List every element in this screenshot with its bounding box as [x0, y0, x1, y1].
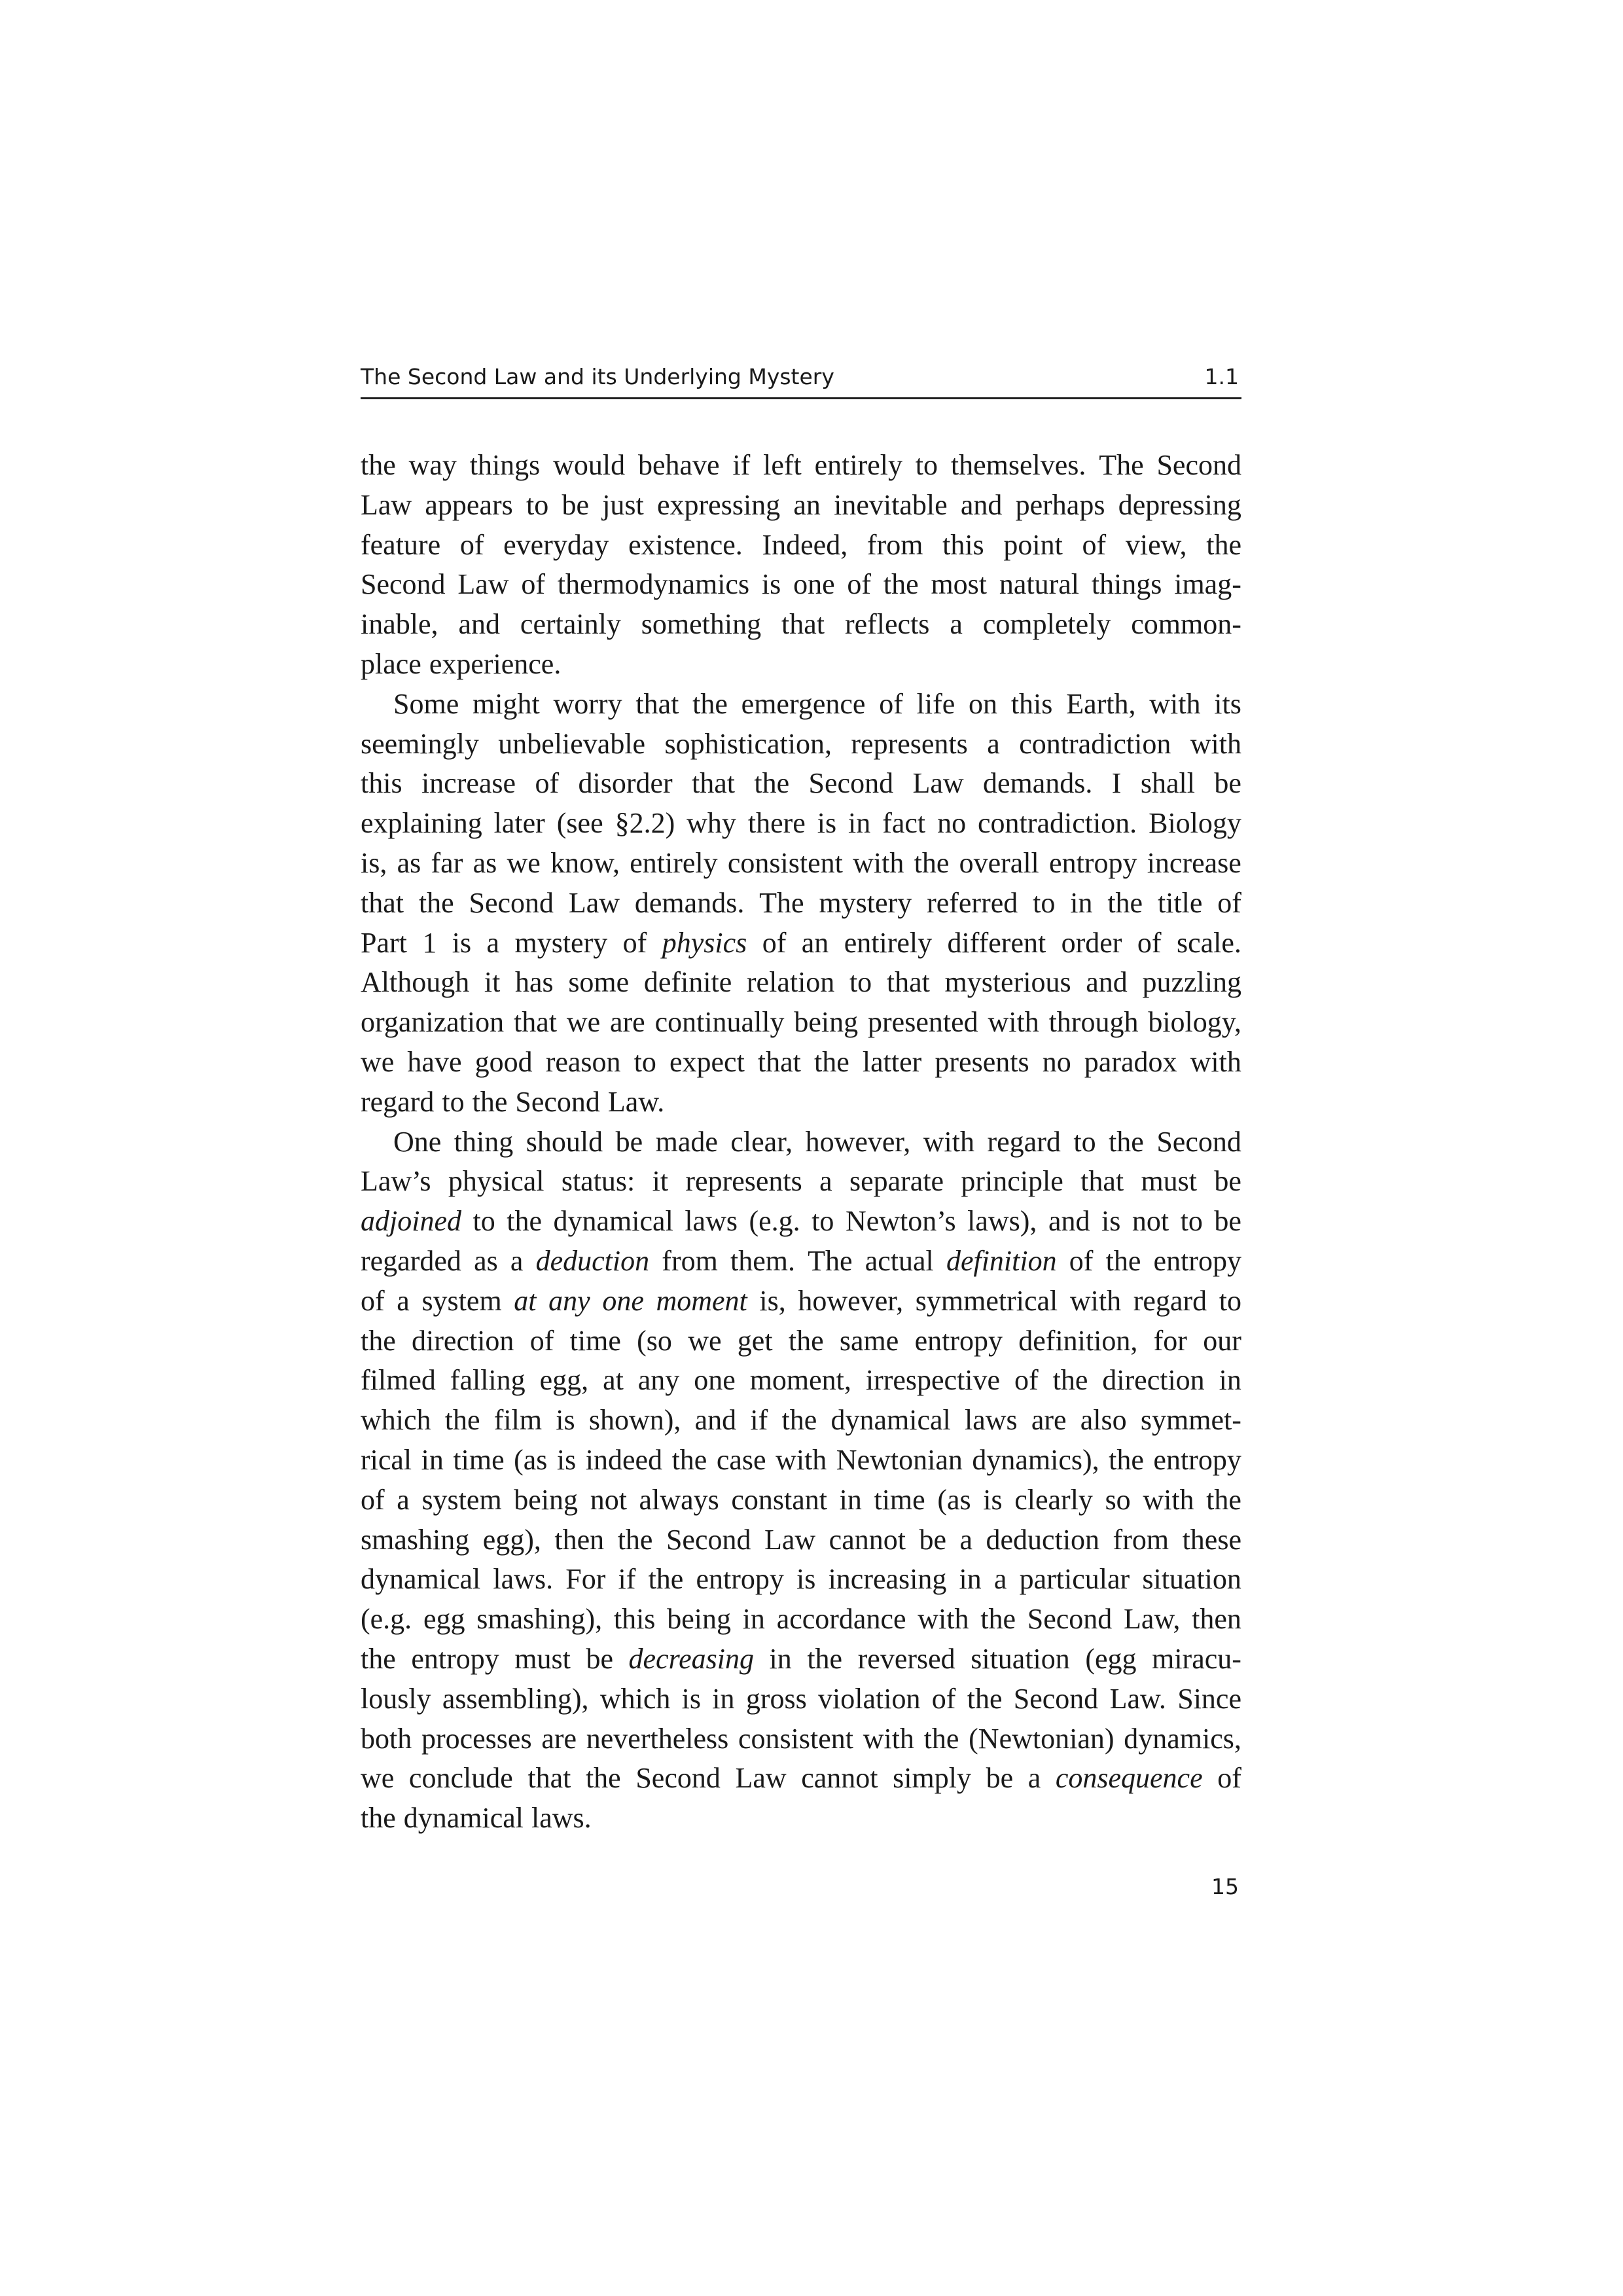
- text-line: Law’s physical status: it represents a separate principle that must be: [361, 1165, 1241, 1198]
- paragraph: [361, 1122, 1241, 1839]
- text-line: Some might worry that the emergence of life on this Earth, with its: [393, 687, 1241, 720]
- text-line: seemingly unbelievable sophistication, represents a contradiction with: [361, 727, 1241, 760]
- paragraph: [361, 446, 1241, 685]
- text-line: (e.g. egg smashing), this being in accordance with the Second Law, then: [361, 1603, 1241, 1636]
- text-line: rical in time (as is indeed the case with Newtonian dynamics), the entropy: [361, 1443, 1241, 1476]
- body-text: [361, 446, 1241, 1839]
- text-line: of a system at any one moment is, however, symmetrical with regard to: [361, 1284, 1241, 1317]
- text-line: explaining later (see §2.2) why there is in fact no contradiction. Biology: [361, 807, 1241, 840]
- running-head-title: The Second Law and its Underlying Mystery: [361, 364, 834, 389]
- text-line: which the film is shown), and if the dynamical laws are also symmet-: [361, 1404, 1241, 1437]
- text-line: Although it has some definite relation to that mysterious and puzzling: [361, 966, 1241, 999]
- text-line: lously assembling), which is in gross violation of the Second Law. Since: [361, 1682, 1241, 1715]
- text-line: we have good reason to expect that the latter presents no paradox with: [361, 1045, 1241, 1078]
- text-line: Second Law of thermodynamics is one of the most natural things imag-: [361, 568, 1241, 601]
- text-line: filmed falling egg, at any one moment, irrespective of the direction in: [361, 1364, 1241, 1397]
- text-line: smashing egg), then the Second Law cannot be a deduction from these: [361, 1523, 1241, 1556]
- text-line: One thing should be made clear, however, with regard to the Second: [393, 1125, 1241, 1158]
- text-line: Part 1 is a mystery of physics of an entirely different order of scale.: [361, 926, 1241, 959]
- text-line: organization that we are continually being presented with through biology,: [361, 1006, 1241, 1039]
- running-head-section-number: 1.1: [1204, 364, 1239, 389]
- text-line: the direction of time (so we get the same entropy definition, for our: [361, 1324, 1241, 1357]
- book-page: [361, 357, 1241, 1928]
- text-line: is, as far as we know, entirely consistent with the overall entropy increase: [361, 846, 1241, 879]
- text-line: Law appears to be just expressing an inevitable and perhaps depressing: [361, 488, 1241, 521]
- text-line: this increase of disorder that the Second Law demands. I shall be: [361, 767, 1241, 800]
- text-line: the way things would behave if left entirely to themselves. The Second: [361, 449, 1241, 481]
- text-line: the dynamical laws.: [361, 1802, 592, 1835]
- text-line: that the Second Law demands. The mystery referred to in the title of: [361, 886, 1241, 919]
- text-line: both processes are nevertheless consistent with the (Newtonian) dynamics,: [361, 1722, 1241, 1755]
- text-line: of a system being not always constant in time (as is clearly so with the: [361, 1483, 1241, 1516]
- text-line: regard to the Second Law.: [361, 1085, 665, 1118]
- text-line: the entropy must be decreasing in the reversed situation (egg miracu-: [361, 1642, 1241, 1675]
- text-line: adjoined to the dynamical laws (e.g. to Newton’s laws), and is not to be: [361, 1205, 1241, 1238]
- text-line: place experience.: [361, 647, 562, 680]
- text-line: regarded as a deduction from them. The actual definition of the entropy: [361, 1244, 1241, 1277]
- page-number: 15: [1211, 1874, 1239, 1899]
- text-line: inable, and certainly something that reflects a completely common-: [361, 608, 1241, 641]
- paragraph: [361, 685, 1241, 1122]
- running-head: [361, 357, 1241, 399]
- text-line: we conclude that the Second Law cannot simply be a consequence of: [361, 1762, 1241, 1795]
- text-line: feature of everyday existence. Indeed, from this point of view, the: [361, 528, 1241, 561]
- text-line: dynamical laws. For if the entropy is increasing in a particular situation: [361, 1563, 1241, 1596]
